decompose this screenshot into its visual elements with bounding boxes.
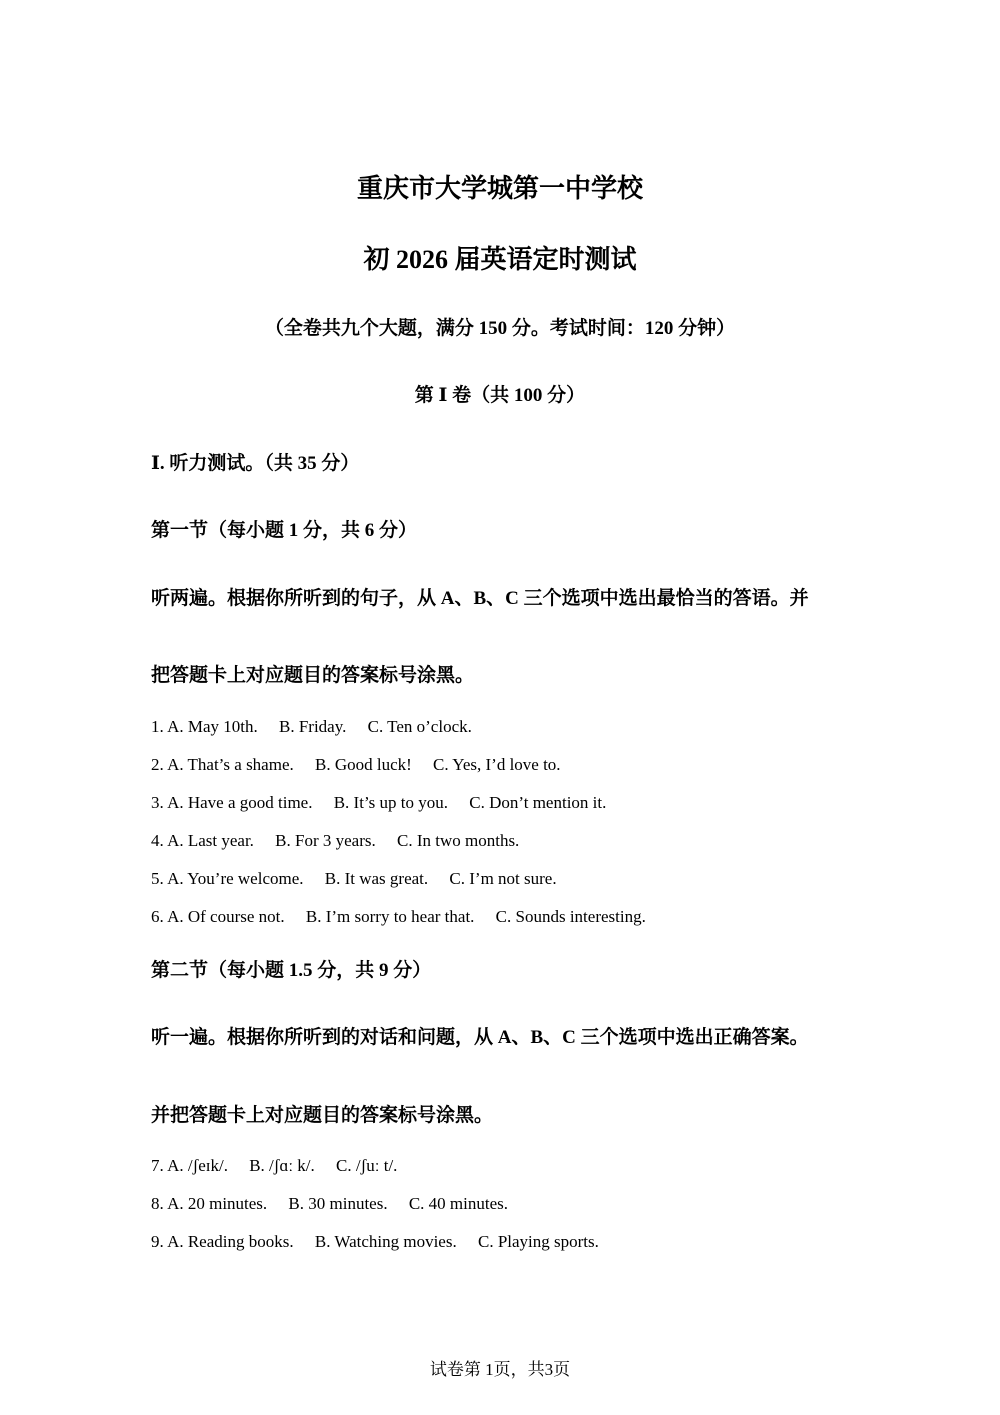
question-row	[151, 1156, 397, 1176]
section2-heading: 第二节（每小题 1.5 分，共 9 分）	[151, 960, 432, 981]
option-c: C. In two months.	[397, 831, 520, 850]
option-a: A. Have a good time.	[167, 793, 313, 812]
option-b: B. /ʃɑː k/.	[249, 1156, 315, 1175]
option-c: C. Don’t mention it.	[469, 793, 607, 812]
question-row	[151, 717, 472, 737]
exam-info: （全卷共九个大题，满分 150 分。考试时间：120 分钟）	[264, 318, 736, 339]
option-a: A. You’re welcome.	[167, 869, 304, 888]
option-a: A. /ʃeɪk/.	[167, 1156, 228, 1175]
question-number: 6.	[151, 907, 164, 926]
school-name: 重庆市大学城第一中学校	[356, 174, 643, 203]
question-number: 9.	[151, 1232, 164, 1251]
option-c: C. Yes, I’d love to.	[433, 755, 561, 774]
volume-heading: 第 Ⅰ 卷（共 100 分）	[414, 385, 586, 406]
option-c: C. 40 minutes.	[408, 1194, 509, 1213]
option-b: B. Watching movies.	[314, 1232, 457, 1251]
page-footer: 试卷第 1页，共3页	[429, 1360, 571, 1379]
option-a: A. Of course not.	[167, 907, 285, 926]
section1-instruction-line2: 把答题卡上对应题目的答案标号涂黑。	[151, 665, 475, 686]
exam-title: 初 2026 届英语定时测试	[363, 245, 637, 274]
question-row	[151, 1194, 508, 1214]
question-row	[151, 831, 519, 851]
option-a: A. May 10th.	[167, 717, 258, 736]
option-b: B. Good luck!	[315, 755, 412, 774]
question-row	[151, 1232, 599, 1252]
option-c: C. Playing sports.	[477, 1232, 599, 1251]
option-b: B. It was great.	[324, 869, 429, 888]
option-b: B. 30 minutes.	[288, 1194, 388, 1213]
option-b: B. It’s up to you.	[333, 793, 449, 812]
option-c: C. Ten o’clock.	[367, 717, 472, 736]
question-number: 8.	[151, 1194, 164, 1213]
section1-instruction-line1: 听两遍。根据你所听到的句子，从 A、B、C 三个选项中选出最恰当的答语。并	[151, 588, 809, 609]
question-number: 7.	[151, 1156, 164, 1175]
section1-heading: 第一节（每小题 1 分，共 6 分）	[151, 520, 418, 541]
option-c: C. I’m not sure.	[449, 869, 557, 888]
option-c: C. /ʃuː t/.	[336, 1156, 398, 1175]
section2-instruction-line2: 并把答题卡上对应题目的答案标号涂黑。	[151, 1105, 494, 1126]
option-b: B. I’m sorry to hear that.	[305, 907, 475, 926]
question-row	[151, 907, 646, 927]
question-number: 3.	[151, 793, 164, 812]
question-row	[151, 755, 561, 775]
question-number: 1.	[151, 717, 164, 736]
option-a: A. 20 minutes.	[167, 1194, 268, 1213]
question-number: 2.	[151, 755, 164, 774]
question-number: 4.	[151, 831, 164, 850]
question-row	[151, 793, 606, 813]
option-a: A. That’s a shame.	[167, 755, 294, 774]
part-heading: Ⅰ. 听力测试。（共 35 分）	[151, 453, 360, 474]
option-a: A. Reading books.	[167, 1232, 294, 1251]
option-c: C. Sounds interesting.	[495, 907, 646, 926]
option-a: A. Last year.	[167, 831, 254, 850]
option-b: B. Friday.	[278, 717, 347, 736]
question-number: 5.	[151, 869, 164, 888]
question-row	[151, 869, 557, 889]
option-b: B. For 3 years.	[275, 831, 376, 850]
section2-instruction-line1: 听一遍。根据你所听到的对话和问题，从 A、B、C 三个选项中选出正确答案。	[151, 1027, 809, 1048]
